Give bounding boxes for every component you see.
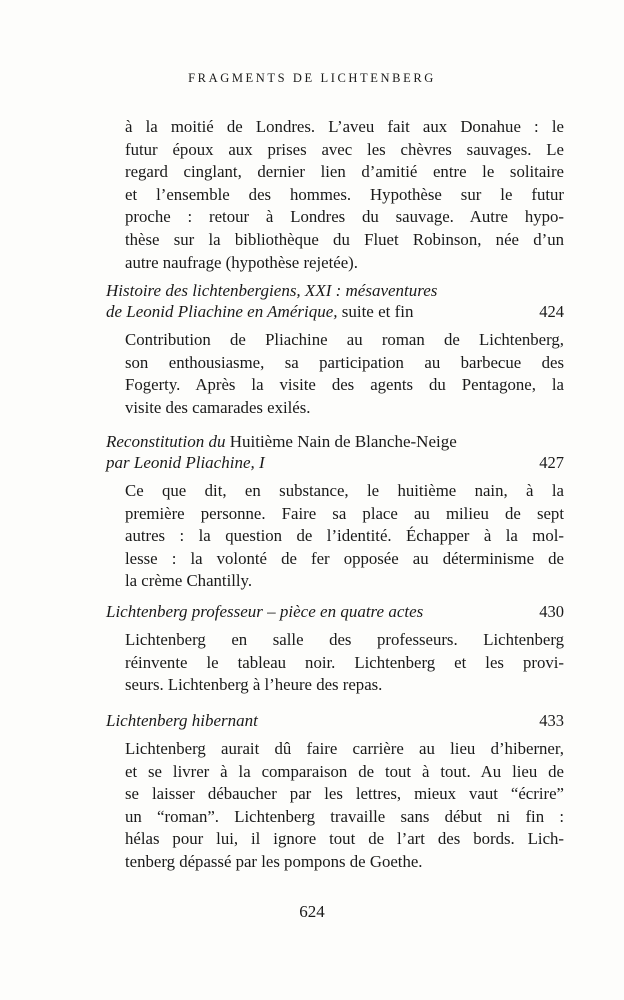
entry-summary xyxy=(125,329,564,419)
entry-page-number: 430 xyxy=(539,602,564,621)
text-line: thèse sur la bibliothèque du Fluet Robinson, née d’un xyxy=(125,229,564,249)
entry-title-line: Lichtenberg professeur – pièce en quatre actes xyxy=(106,602,424,621)
entry-summary xyxy=(125,629,564,697)
text-line: Contribution de Pliachine au roman de Lichtenberg, xyxy=(125,330,564,349)
entry-title xyxy=(106,280,564,322)
entry-title-italic: Reconstitution du xyxy=(106,432,226,451)
text-line: Fogerty. Après la visite des agents du Pentagone, la xyxy=(125,375,564,395)
text-line: tenberg dépassé par les pompons de Goethe. xyxy=(125,851,423,871)
text-line: première personne. Faire sa place au milieu de sept xyxy=(125,503,564,523)
entry-title-roman: Huitième Nain de Blanche-Neige xyxy=(225,432,457,451)
entry-page-number: 427 xyxy=(539,453,564,472)
toc-entry xyxy=(106,431,564,593)
text-line: Ce que dit, en substance, le huitième nain, à la xyxy=(125,481,564,500)
text-line: hélas pour lui, il ignore tout de l’art des bords. Lich- xyxy=(125,829,564,849)
entry-title-roman: suite et fin xyxy=(337,302,414,321)
entry-title-line: Histoire des lichtenbergiens, XXI : mésaventures xyxy=(106,281,438,300)
text-line: se laisser débaucher par les lettres, mieux vaut “écrire” xyxy=(125,784,564,804)
text-line: proche : retour à Londres du sauvage. Autre hypo- xyxy=(125,207,564,227)
entry-page-number: 433 xyxy=(539,711,564,730)
entry-title-line: Lichtenberg hibernant xyxy=(106,711,258,730)
text-line: et se livrer à la comparaison de tout à tout. Au lieu de xyxy=(125,761,564,781)
text-line: futur époux aux prises avec les chèvres sauvages. Le xyxy=(125,139,564,159)
text-line: un “roman”. Lichtenberg travaille sans début ni fin : xyxy=(125,806,564,826)
running-head: FRAGMENTS DE LICHTENBERG xyxy=(188,71,436,85)
continuation-block xyxy=(106,116,564,274)
text-line: Lichtenberg aurait dû faire carrière au lieu d’hiberner, xyxy=(125,739,564,758)
text-line: autres : la question de l’identité. Échapper à la mol- xyxy=(125,526,564,546)
text-line: son enthousiasme, sa participation au barbecue des xyxy=(125,352,564,372)
text-line: à la moitié de Londres. L’aveu fait aux Donahue : le xyxy=(125,117,564,136)
entry-summary xyxy=(125,738,564,874)
text-line: regard cinglant, dernier lien d’amitié entre le solitaire xyxy=(125,162,564,182)
entry-title xyxy=(106,601,564,622)
toc-entry xyxy=(106,601,564,697)
entry-summary xyxy=(125,480,564,593)
text-line: lesse : la volonté de fer opposée au déterminisme de xyxy=(125,548,564,568)
text-line: et l’ensemble des hommes. Hypothèse sur le futur xyxy=(125,184,564,204)
entry-page-number: 424 xyxy=(539,302,564,321)
text-line: la crème Chantilly. xyxy=(125,571,253,591)
text-line: seurs. Lichtenberg à l’heure des repas. xyxy=(125,675,383,695)
text-line: réinvente le tableau noir. Lichtenberg et les provi- xyxy=(125,652,564,672)
entry-title-italic: de Leonid Pliachine en Amérique, xyxy=(106,302,338,321)
entry-title xyxy=(106,431,564,473)
page-number: 624 xyxy=(299,902,325,921)
continuation-text xyxy=(125,116,564,274)
toc-entry xyxy=(106,710,564,874)
entry-title-line: par Leonid Pliachine, I xyxy=(106,453,265,472)
toc-entry xyxy=(106,280,564,419)
entry-title-line xyxy=(106,301,564,322)
text-line: Lichtenberg en salle des professeurs. Lichtenberg xyxy=(125,630,564,649)
entry-title xyxy=(106,710,564,731)
text-line: autre naufrage (hypothèse rejetée). xyxy=(125,252,358,272)
text-line: visite des camarades exilés. xyxy=(125,397,311,417)
entry-title-line xyxy=(106,431,564,452)
